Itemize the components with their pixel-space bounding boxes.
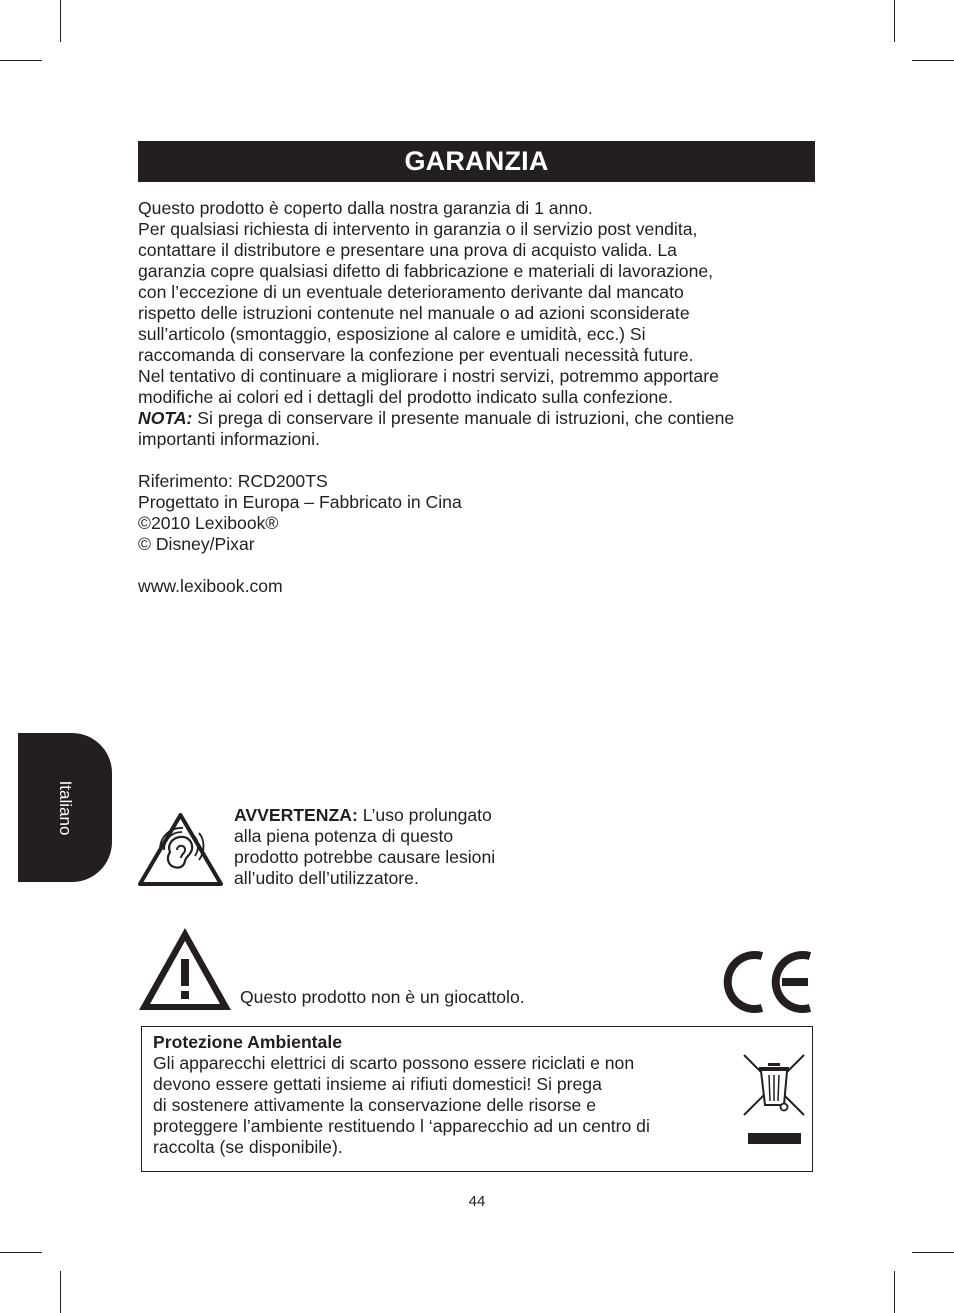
warning-line: all’udito dell’utilizzatore. bbox=[234, 868, 419, 888]
crop-mark bbox=[0, 1252, 42, 1253]
nota-line: importanti informazioni. bbox=[138, 429, 320, 449]
warranty-line: Questo prodotto è coperto dalla nostra garanzia di 1 anno. bbox=[138, 198, 593, 218]
warranty-line: contattare il distributore e presentare una prova di acquisto valida. La bbox=[138, 240, 677, 260]
language-tab-label: Italiano bbox=[56, 780, 75, 835]
crop-mark bbox=[60, 0, 61, 42]
warranty-line: modifiche ai colori ed i dettagli del prodotto indicato sulla confezione. bbox=[138, 387, 673, 407]
crossed-bin-icon bbox=[740, 1053, 808, 1146]
crop-mark bbox=[912, 1252, 954, 1253]
warranty-line: sull’articolo (smontaggio, esposizione al calore e umidità, ecc.) Si bbox=[138, 324, 646, 344]
warning-line: L’uso prolungato bbox=[357, 805, 492, 825]
hearing-warning-icon bbox=[137, 812, 224, 887]
warranty-line: garanzia copre qualsiasi difetto di fabbricazione e materiali di lavorazione, bbox=[138, 261, 714, 281]
environment-line: proteggere l’ambiente restituendo l ‘apparecchio ad un centro di bbox=[153, 1116, 650, 1136]
warranty-line: raccomanda di conservare la confezione per eventuali necessità future. bbox=[138, 345, 694, 365]
nota-label: NOTA: bbox=[138, 408, 193, 428]
reference-text: Riferimento: RCD200TS bbox=[138, 471, 328, 491]
crop-mark bbox=[60, 1271, 61, 1313]
ce-mark-icon bbox=[720, 948, 815, 1016]
crop-mark bbox=[894, 1271, 895, 1313]
crop-mark bbox=[0, 60, 42, 61]
crop-mark bbox=[894, 0, 895, 42]
website-link[interactable]: www.lexibook.com bbox=[138, 576, 283, 596]
page-title-bar bbox=[138, 141, 815, 182]
warning-line: prodotto potrebbe causare lesioni bbox=[234, 847, 496, 867]
warning-label: AVVERTENZA: bbox=[234, 805, 358, 825]
environment-line: di sostenere attivamente la conservazione delle risorse e bbox=[153, 1095, 597, 1115]
environment-line: devono essere gettati insieme ai rifiuti domestici! Si prega bbox=[153, 1074, 602, 1094]
warning-line: alla piena potenza di questo bbox=[234, 826, 454, 846]
nota-text: Si prega di conservare il presente manuale di istruzioni, che contiene bbox=[192, 408, 735, 428]
page-title: GARANZIA bbox=[404, 146, 549, 176]
copyright-disney: © Disney/Pixar bbox=[138, 534, 255, 554]
exclamation-warning-icon bbox=[137, 926, 233, 1012]
origin-text: Progettato in Europa – Fabbricato in Cina bbox=[138, 492, 462, 512]
environment-box bbox=[141, 1026, 813, 1172]
nota-line bbox=[138, 408, 828, 429]
hearing-warning-text bbox=[234, 805, 544, 889]
copyright-lexibook: ©2010 Lexibook® bbox=[138, 513, 279, 533]
warranty-line: rispetto delle istruzioni contenute nel manuale o ad azioni sconsiderate bbox=[138, 303, 690, 323]
environment-text bbox=[153, 1053, 713, 1158]
environment-line: Gli apparecchi elettrici di scarto possono essere riciclati e non bbox=[153, 1053, 635, 1073]
warranty-line: Nel tentativo di continuare a migliorare i nostri servizi, potremmo apportare bbox=[138, 366, 719, 386]
page-number: 44 bbox=[468, 1193, 486, 1210]
warranty-line: con l’eccezione di un eventuale deterioramento derivante dal mancato bbox=[138, 282, 684, 302]
warranty-line: Per qualsiasi richiesta di intervento in garanzia o il servizio post vendita, bbox=[138, 219, 698, 239]
environment-title: Protezione Ambientale bbox=[153, 1032, 343, 1052]
language-tab bbox=[18, 733, 112, 882]
crop-mark bbox=[912, 60, 954, 61]
warranty-text bbox=[138, 198, 828, 597]
environment-line: raccolta (se disponibile). bbox=[153, 1137, 343, 1157]
not-a-toy-notice: Questo prodotto non è un giocattolo. bbox=[240, 987, 525, 1007]
